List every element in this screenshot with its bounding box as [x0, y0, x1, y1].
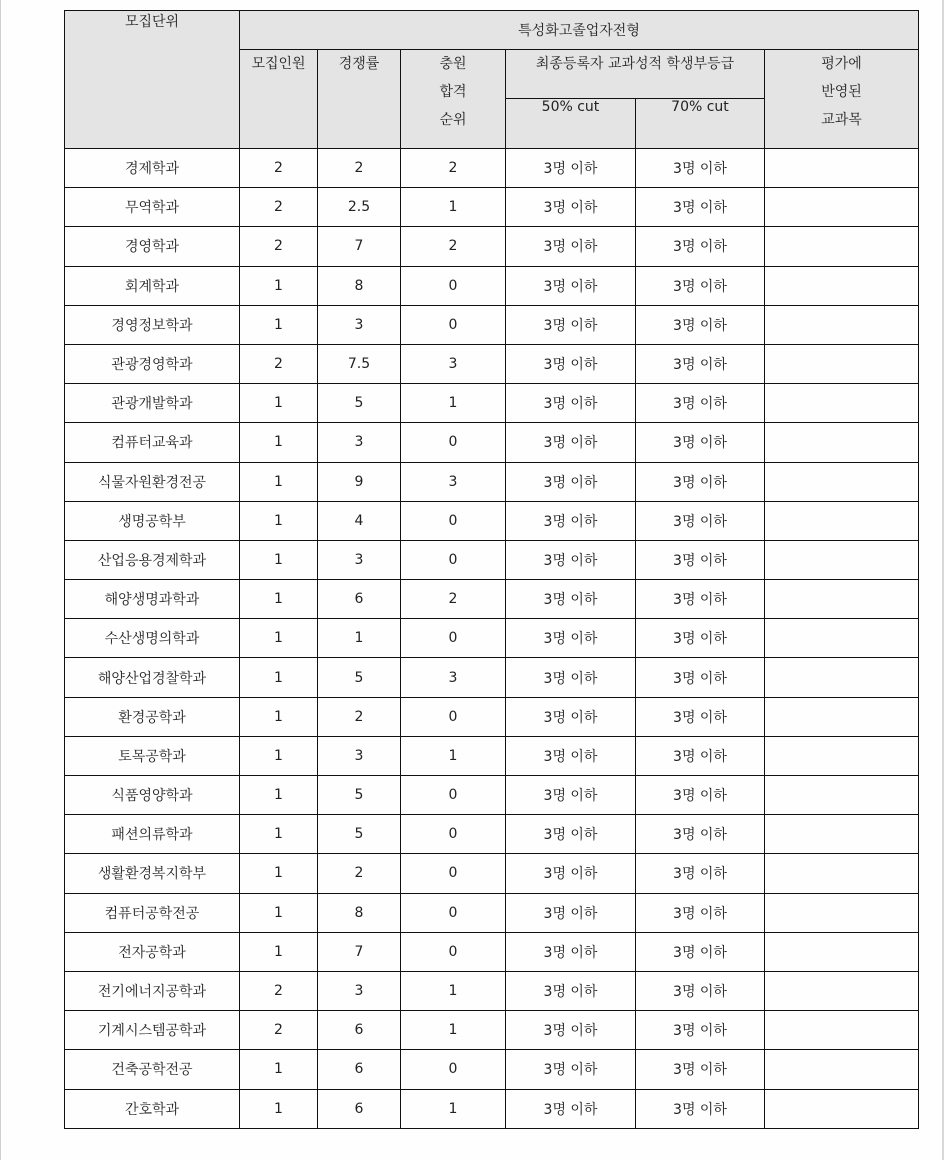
cell-unit: 간호학과 — [65, 1089, 240, 1128]
table-body — [65, 149, 919, 1129]
table-row — [65, 384, 919, 423]
cell-cut70: 3명 이하 — [636, 658, 765, 697]
cell-subjects — [765, 501, 919, 540]
cell-cut50: 3명 이하 — [506, 854, 636, 893]
cell-recruit: 2 — [240, 971, 318, 1010]
cell-competition: 7 — [318, 932, 401, 971]
cell-cut70: 3명 이하 — [636, 854, 765, 893]
cell-recruit: 1 — [240, 619, 318, 658]
cell-waitlist: 1 — [401, 1011, 506, 1050]
cell-waitlist: 0 — [401, 932, 506, 971]
cell-unit: 수산생명의학과 — [65, 619, 240, 658]
cell-cut70: 3명 이하 — [636, 1050, 765, 1089]
cell-cut50: 3명 이하 — [506, 971, 636, 1010]
cell-recruit: 2 — [240, 1011, 318, 1050]
cell-recruit: 1 — [240, 580, 318, 619]
table-row — [65, 305, 919, 344]
cell-waitlist: 3 — [401, 344, 506, 383]
cell-recruit: 2 — [240, 188, 318, 227]
cell-competition: 5 — [318, 776, 401, 815]
table-row — [65, 1011, 919, 1050]
cell-recruit: 1 — [240, 893, 318, 932]
table-row — [65, 227, 919, 266]
header-subjects-line3: 교과목 — [821, 112, 862, 128]
cell-subjects — [765, 384, 919, 423]
table-row — [65, 462, 919, 501]
cell-competition: 6 — [318, 1089, 401, 1128]
header-waitlist-rank — [401, 50, 506, 149]
cell-unit: 회계학과 — [65, 266, 240, 305]
cell-subjects — [765, 580, 919, 619]
cell-waitlist: 2 — [401, 149, 506, 188]
cell-cut50: 3명 이하 — [506, 540, 636, 579]
cell-waitlist: 2 — [401, 580, 506, 619]
cell-recruit: 2 — [240, 227, 318, 266]
cell-subjects — [765, 227, 919, 266]
cell-subjects — [765, 305, 919, 344]
cell-competition: 6 — [318, 1050, 401, 1089]
cell-recruit: 1 — [240, 854, 318, 893]
cell-competition: 7 — [318, 227, 401, 266]
cell-unit: 전자공학과 — [65, 932, 240, 971]
cell-waitlist: 3 — [401, 462, 506, 501]
cell-waitlist: 1 — [401, 188, 506, 227]
cell-unit: 컴퓨터공학전공 — [65, 893, 240, 932]
header-recruit: 모집인원 — [240, 50, 318, 149]
cell-waitlist: 3 — [401, 658, 506, 697]
cell-waitlist: 1 — [401, 971, 506, 1010]
table-row — [65, 776, 919, 815]
table-row — [65, 540, 919, 579]
cell-cut50: 3명 이하 — [506, 815, 636, 854]
header-subjects-line1: 평가에 — [821, 56, 862, 72]
table-row — [65, 854, 919, 893]
cell-waitlist: 0 — [401, 501, 506, 540]
cell-subjects — [765, 658, 919, 697]
cell-subjects — [765, 462, 919, 501]
cell-subjects — [765, 854, 919, 893]
header-waitlist-line3: 순위 — [439, 112, 467, 128]
admissions-table — [64, 10, 919, 1129]
cell-subjects — [765, 1050, 919, 1089]
cell-cut70: 3명 이하 — [636, 501, 765, 540]
cell-competition: 4 — [318, 501, 401, 540]
table-row — [65, 188, 919, 227]
cell-unit: 전기에너지공학과 — [65, 971, 240, 1010]
header-competition: 경쟁률 — [318, 50, 401, 149]
cell-recruit: 1 — [240, 1050, 318, 1089]
cell-cut50: 3명 이하 — [506, 423, 636, 462]
cell-competition: 3 — [318, 736, 401, 775]
cell-cut50: 3명 이하 — [506, 501, 636, 540]
cell-unit: 관광개발학과 — [65, 384, 240, 423]
cell-cut50: 3명 이하 — [506, 736, 636, 775]
cell-cut70: 3명 이하 — [636, 227, 765, 266]
cell-recruit: 1 — [240, 697, 318, 736]
header-cut-70: 70% cut — [636, 99, 765, 149]
table-header — [65, 11, 919, 149]
cell-cut70: 3명 이하 — [636, 188, 765, 227]
cell-cut70: 3명 이하 — [636, 580, 765, 619]
cell-recruit: 1 — [240, 815, 318, 854]
cell-competition: 5 — [318, 815, 401, 854]
cell-cut70: 3명 이하 — [636, 344, 765, 383]
cell-competition: 7.5 — [318, 344, 401, 383]
table-row — [65, 580, 919, 619]
cell-cut50: 3명 이하 — [506, 1011, 636, 1050]
cell-waitlist: 0 — [401, 854, 506, 893]
cell-cut70: 3명 이하 — [636, 893, 765, 932]
cell-cut70: 3명 이하 — [636, 462, 765, 501]
cell-competition: 5 — [318, 658, 401, 697]
cell-recruit: 1 — [240, 423, 318, 462]
cell-recruit: 1 — [240, 658, 318, 697]
cell-subjects — [765, 736, 919, 775]
cell-waitlist: 0 — [401, 893, 506, 932]
cell-waitlist: 0 — [401, 619, 506, 658]
cell-cut70: 3명 이하 — [636, 1089, 765, 1128]
cell-competition: 3 — [318, 540, 401, 579]
cell-subjects — [765, 344, 919, 383]
cell-waitlist: 0 — [401, 776, 506, 815]
cell-competition: 9 — [318, 462, 401, 501]
cell-subjects — [765, 776, 919, 815]
cell-waitlist: 0 — [401, 697, 506, 736]
header-grades: 최종등록자 교과성적 학생부등급 — [506, 50, 765, 99]
cell-recruit: 1 — [240, 932, 318, 971]
cell-recruit: 1 — [240, 462, 318, 501]
cell-waitlist: 1 — [401, 1089, 506, 1128]
header-subjects — [765, 50, 919, 149]
table-row — [65, 423, 919, 462]
table-row — [65, 893, 919, 932]
cell-subjects — [765, 815, 919, 854]
cell-cut50: 3명 이하 — [506, 462, 636, 501]
cell-competition: 2 — [318, 697, 401, 736]
cell-recruit: 1 — [240, 266, 318, 305]
cell-cut70: 3명 이하 — [636, 932, 765, 971]
cell-recruit: 1 — [240, 501, 318, 540]
cell-unit: 토목공학과 — [65, 736, 240, 775]
cell-unit: 경영정보학과 — [65, 305, 240, 344]
page-left-border — [0, 0, 1, 1160]
cell-subjects — [765, 266, 919, 305]
cell-waitlist: 0 — [401, 305, 506, 344]
header-subjects-line2: 반영된 — [821, 84, 862, 100]
cell-unit: 무역학과 — [65, 188, 240, 227]
cell-cut50: 3명 이하 — [506, 227, 636, 266]
cell-competition: 1 — [318, 619, 401, 658]
cell-competition: 6 — [318, 1011, 401, 1050]
table-row — [65, 971, 919, 1010]
table-row — [65, 344, 919, 383]
cell-cut50: 3명 이하 — [506, 1089, 636, 1128]
cell-waitlist: 2 — [401, 227, 506, 266]
cell-cut50: 3명 이하 — [506, 580, 636, 619]
cell-subjects — [765, 423, 919, 462]
cell-recruit: 2 — [240, 149, 318, 188]
cell-cut70: 3명 이하 — [636, 736, 765, 775]
cell-cut50: 3명 이하 — [506, 344, 636, 383]
cell-cut70: 3명 이하 — [636, 971, 765, 1010]
cell-unit: 경영학과 — [65, 227, 240, 266]
cell-subjects — [765, 932, 919, 971]
cell-competition: 8 — [318, 893, 401, 932]
cell-unit: 해양생명과학과 — [65, 580, 240, 619]
cell-unit: 식물자원환경전공 — [65, 462, 240, 501]
cell-cut50: 3명 이하 — [506, 776, 636, 815]
cell-competition: 3 — [318, 423, 401, 462]
cell-unit: 생활환경복지학부 — [65, 854, 240, 893]
cell-cut70: 3명 이하 — [636, 540, 765, 579]
cell-cut70: 3명 이하 — [636, 697, 765, 736]
cell-unit: 해양산업경찰학과 — [65, 658, 240, 697]
cell-cut50: 3명 이하 — [506, 149, 636, 188]
cell-competition: 5 — [318, 384, 401, 423]
cell-cut50: 3명 이하 — [506, 266, 636, 305]
header-group-title: 특성화고졸업자전형 — [240, 11, 919, 50]
table-row — [65, 658, 919, 697]
cell-cut70: 3명 이하 — [636, 384, 765, 423]
cell-recruit: 1 — [240, 540, 318, 579]
cell-cut70: 3명 이하 — [636, 423, 765, 462]
cell-competition: 3 — [318, 305, 401, 344]
cell-competition: 2.5 — [318, 188, 401, 227]
cell-unit: 경제학과 — [65, 149, 240, 188]
cell-cut50: 3명 이하 — [506, 1050, 636, 1089]
cell-competition: 2 — [318, 149, 401, 188]
table-row — [65, 932, 919, 971]
cell-subjects — [765, 697, 919, 736]
cell-competition: 6 — [318, 580, 401, 619]
cell-subjects — [765, 1089, 919, 1128]
cell-waitlist: 0 — [401, 266, 506, 305]
cell-cut50: 3명 이하 — [506, 932, 636, 971]
cell-waitlist: 0 — [401, 1050, 506, 1089]
cell-cut50: 3명 이하 — [506, 893, 636, 932]
table-row — [65, 697, 919, 736]
cell-cut70: 3명 이하 — [636, 815, 765, 854]
cell-subjects — [765, 540, 919, 579]
cell-waitlist: 0 — [401, 540, 506, 579]
table-row — [65, 501, 919, 540]
cell-recruit: 1 — [240, 776, 318, 815]
table-row — [65, 1050, 919, 1089]
cell-subjects — [765, 149, 919, 188]
cell-unit: 기계시스템공학과 — [65, 1011, 240, 1050]
cell-unit: 패션의류학과 — [65, 815, 240, 854]
cell-cut70: 3명 이하 — [636, 619, 765, 658]
cell-unit: 건축공학전공 — [65, 1050, 240, 1089]
cell-competition: 3 — [318, 971, 401, 1010]
cell-unit: 생명공학부 — [65, 501, 240, 540]
cell-cut70: 3명 이하 — [636, 266, 765, 305]
cell-recruit: 1 — [240, 384, 318, 423]
header-cut-50: 50% cut — [506, 99, 636, 149]
cell-subjects — [765, 971, 919, 1010]
cell-cut70: 3명 이하 — [636, 149, 765, 188]
cell-competition: 8 — [318, 266, 401, 305]
cell-cut70: 3명 이하 — [636, 776, 765, 815]
cell-recruit: 2 — [240, 344, 318, 383]
cell-cut50: 3명 이하 — [506, 697, 636, 736]
cell-cut50: 3명 이하 — [506, 658, 636, 697]
cell-recruit: 1 — [240, 305, 318, 344]
cell-competition: 2 — [318, 854, 401, 893]
header-unit: 모집단위 — [65, 11, 240, 149]
cell-recruit: 1 — [240, 1089, 318, 1128]
cell-unit: 산업응용경제학과 — [65, 540, 240, 579]
cell-waitlist: 0 — [401, 815, 506, 854]
table-row — [65, 266, 919, 305]
table-row — [65, 619, 919, 658]
cell-unit: 식품영양학과 — [65, 776, 240, 815]
table-row — [65, 736, 919, 775]
cell-cut50: 3명 이하 — [506, 188, 636, 227]
cell-unit: 컴퓨터교육과 — [65, 423, 240, 462]
header-waitlist-line2: 합격 — [439, 84, 467, 100]
cell-recruit: 1 — [240, 736, 318, 775]
cell-cut70: 3명 이하 — [636, 305, 765, 344]
cell-subjects — [765, 1011, 919, 1050]
cell-cut50: 3명 이하 — [506, 305, 636, 344]
table-row — [65, 149, 919, 188]
cell-cut50: 3명 이하 — [506, 619, 636, 658]
table-row — [65, 1089, 919, 1128]
cell-unit: 환경공학과 — [65, 697, 240, 736]
cell-subjects — [765, 619, 919, 658]
header-waitlist-line1: 충원 — [439, 56, 467, 72]
cell-cut70: 3명 이하 — [636, 1011, 765, 1050]
cell-subjects — [765, 188, 919, 227]
cell-unit: 관광경영학과 — [65, 344, 240, 383]
cell-waitlist: 1 — [401, 384, 506, 423]
table-row — [65, 815, 919, 854]
cell-cut50: 3명 이하 — [506, 384, 636, 423]
cell-waitlist: 0 — [401, 423, 506, 462]
cell-subjects — [765, 893, 919, 932]
cell-waitlist: 1 — [401, 736, 506, 775]
